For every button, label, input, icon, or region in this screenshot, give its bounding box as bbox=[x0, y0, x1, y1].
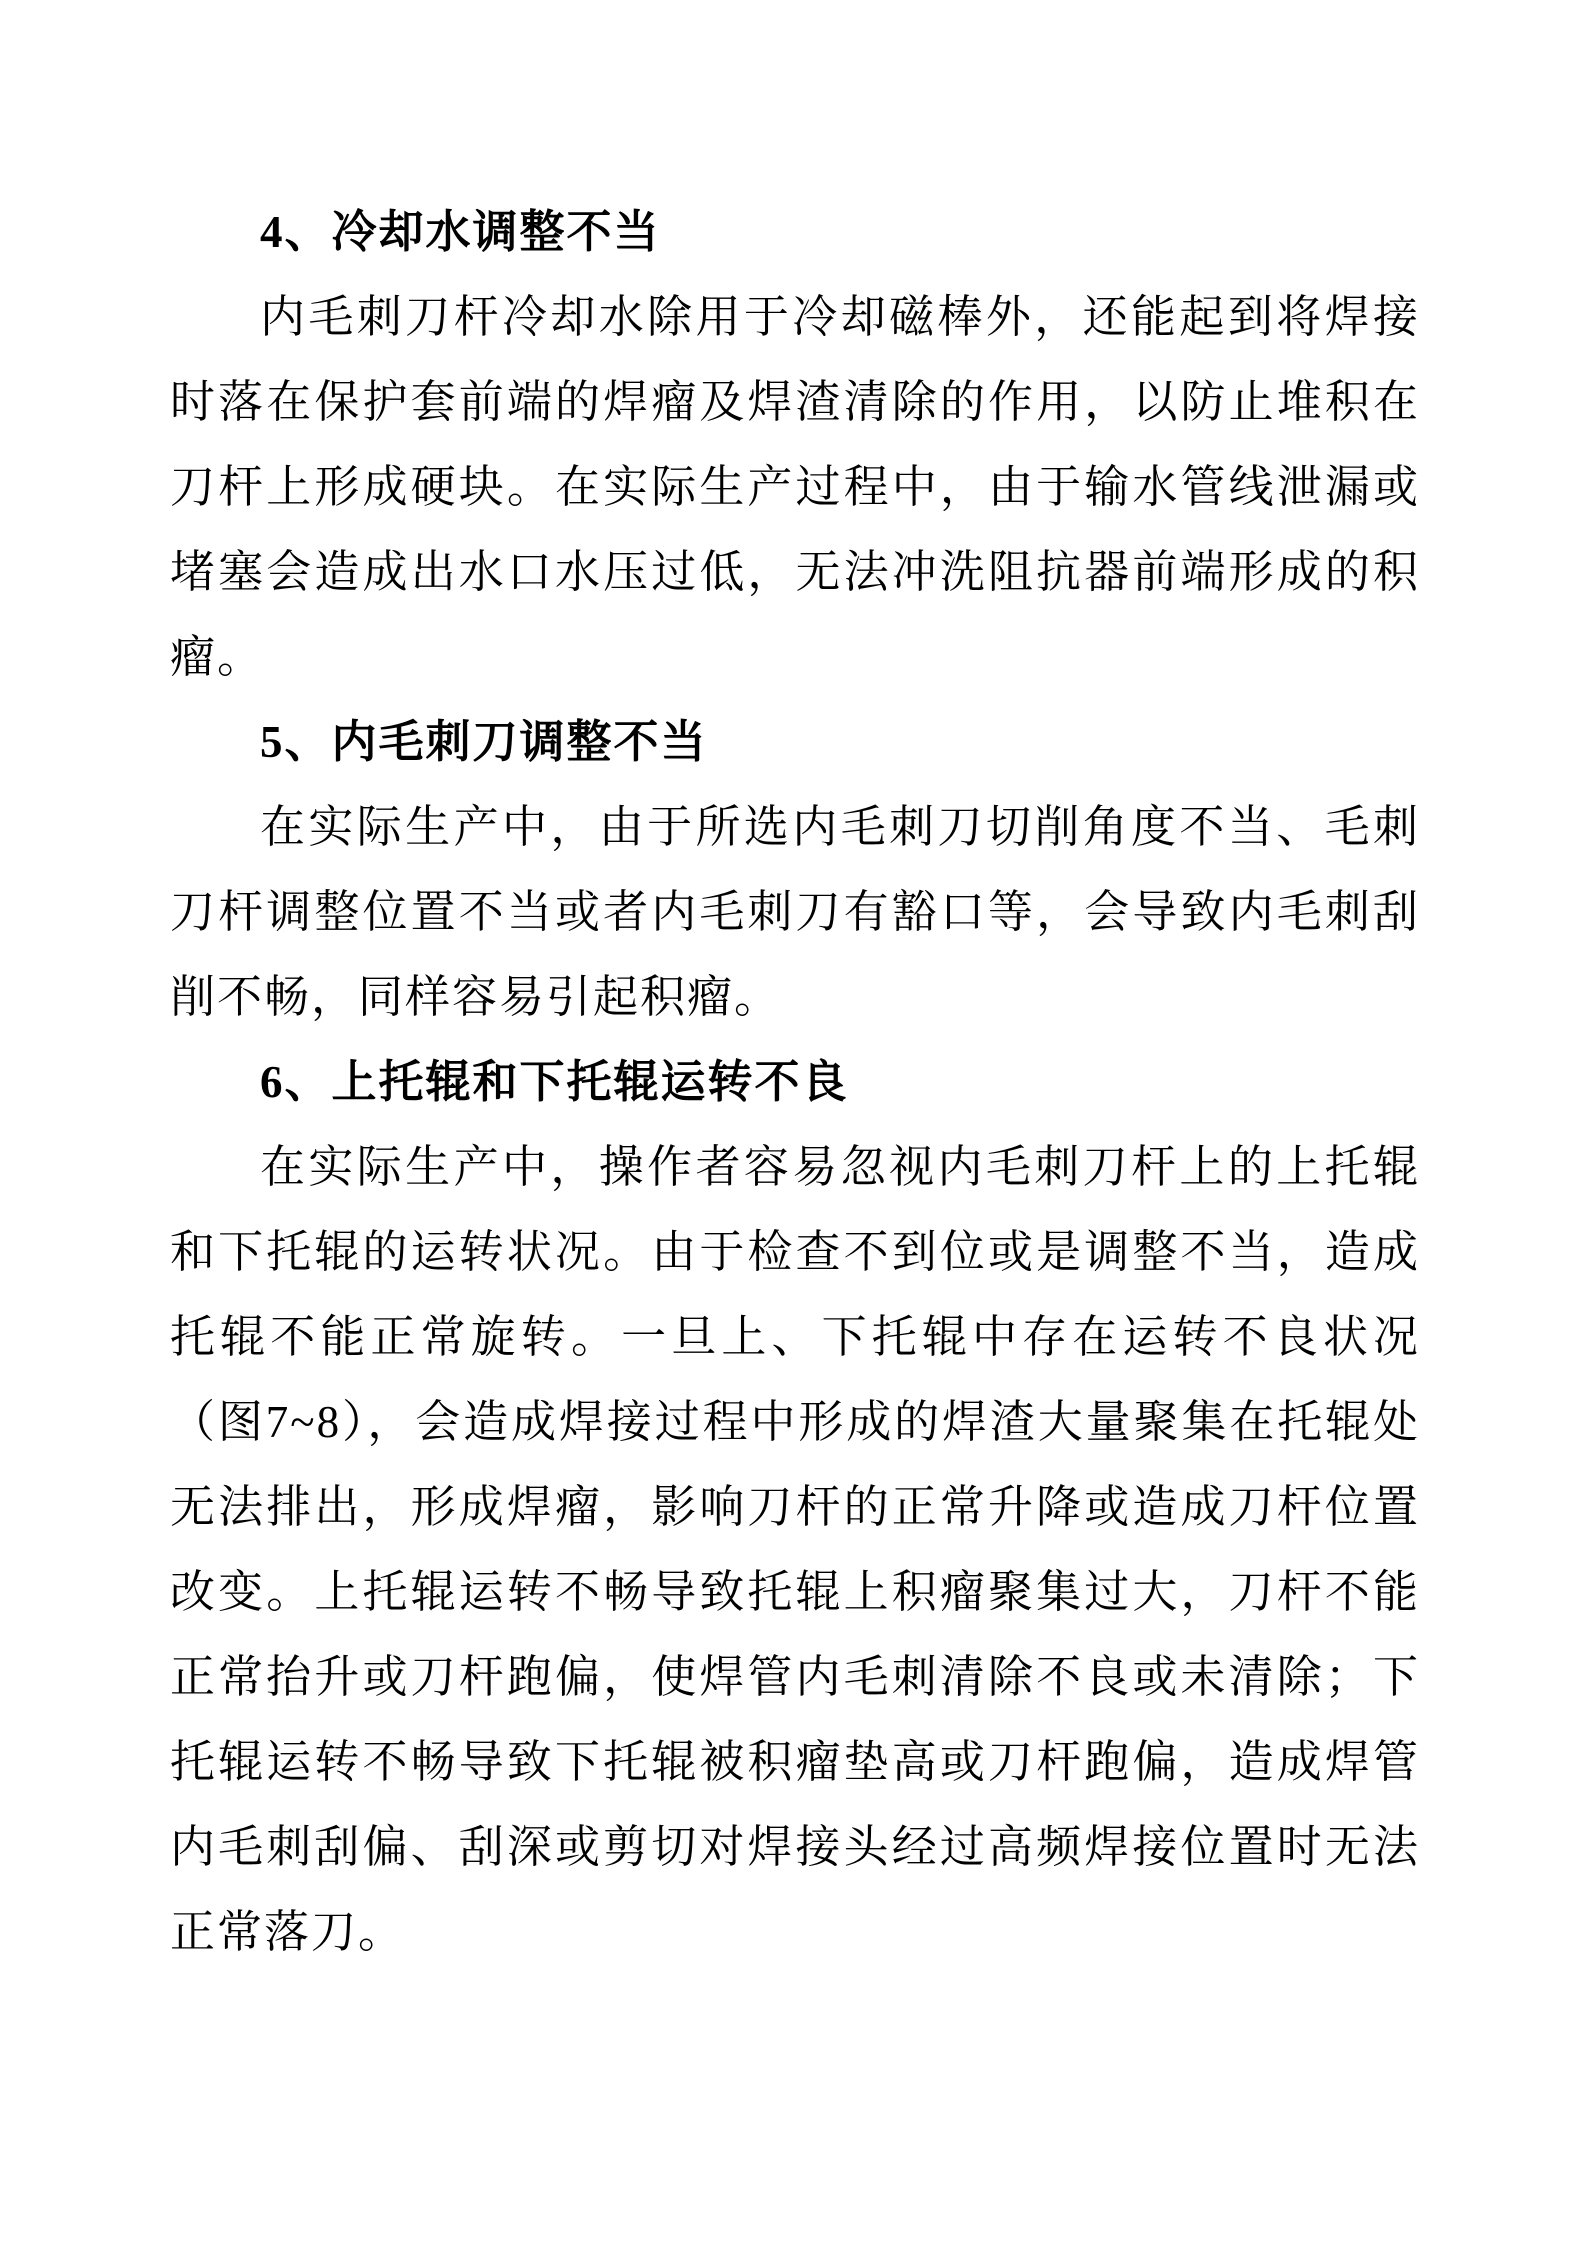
section-paragraph-4: 内毛刺刀杆冷却水除用于冷却磁棒外，还能起到将焊接时落在保护套前端的焊瘤及焊渣清除的作用，以防止堆积在刀杆上形成硬块。在实际生产过程中，由于输水管线泄漏或堵塞会造成出水口水压过低，无法冲洗阻抗器前端形成的积瘤。 bbox=[170, 292, 1420, 682]
section-inner-burr-cutter bbox=[170, 700, 1420, 1040]
section-cooling-water bbox=[170, 190, 1420, 700]
section-heading-6: 6、上托辊和下托辊运转不良 bbox=[260, 1057, 849, 1107]
section-heading-5: 5、内毛刺刀调整不当 bbox=[260, 717, 708, 767]
section-paragraph-6: 在实际生产中，操作者容易忽视内毛刺刀杆上的上托辊和下托辊的运转状况。由于检查不到位或是调整不当，造成托辊不能正常旋转。一旦上、下托辊中存在运转不良状况（图7~8），会造成焊接过程中形成的焊渣大量聚集在托辊处无法排出，形成焊瘤，影响刀杆的正常升降或造成刀杆位置改变。上托辊运转不畅导致托辊上积瘤聚集过大，刀杆不能正常抬升或刀杆跑偏，使焊管内毛刺清除不良或未清除；下托辊运转不畅导致下托辊被积瘤垫高或刀杆跑偏，造成焊管内毛刺刮偏、刮深或剪切对焊接头经过高频焊接位置时无法正常落刀。 bbox=[170, 1142, 1420, 1957]
section-heading-4: 4、冷却水调整不当 bbox=[260, 207, 661, 257]
section-support-rollers bbox=[170, 1040, 1420, 1975]
section-paragraph-5: 在实际生产中，由于所选内毛刺刀切削角度不当、毛刺刀杆调整位置不当或者内毛刺刀有豁口等，会导致内毛刺刮削不畅，同样容易引起积瘤。 bbox=[170, 802, 1420, 1022]
